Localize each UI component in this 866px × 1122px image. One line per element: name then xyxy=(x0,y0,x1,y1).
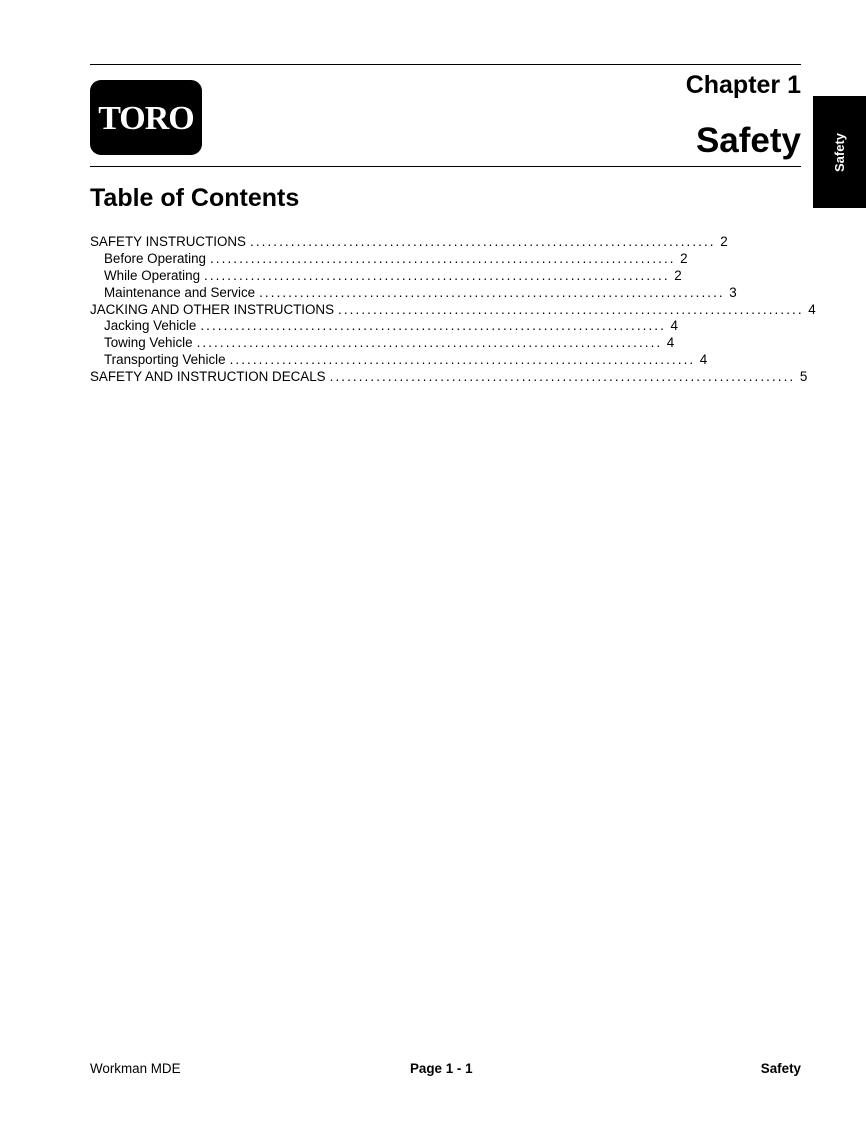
toc-entry-label: SAFETY INSTRUCTIONS xyxy=(90,234,246,249)
toc-dot-leader: ................................................................................ xyxy=(250,234,716,249)
toc-dot-leader: ................................................................................ xyxy=(204,267,670,283)
footer-product-name: Workman MDE xyxy=(90,1061,181,1076)
toc-entry[interactable] xyxy=(90,267,682,285)
footer-page-number: Page 1 - 1 xyxy=(410,1061,473,1076)
toc-dot-leader: ................................................................................ xyxy=(200,318,666,334)
toc-entry[interactable] xyxy=(90,318,678,335)
toc-entry[interactable] xyxy=(90,369,808,386)
toc-entry[interactable] xyxy=(90,335,675,352)
toc-entry[interactable] xyxy=(90,234,728,251)
toc-entry-label: Transporting Vehicle xyxy=(104,352,226,368)
section-side-tab xyxy=(813,96,866,208)
side-tab-label: Safety xyxy=(832,132,847,172)
chapter-label: Chapter 1 xyxy=(685,71,801,99)
toc-entry-label: While Operating xyxy=(104,267,201,283)
toc-heading: Table of Contents xyxy=(90,184,300,212)
toc-entry-page: 3 xyxy=(729,284,737,300)
toc-dot-leader: ................................................................................ xyxy=(196,335,663,351)
toc-entry-label: Maintenance and Service xyxy=(104,284,256,300)
toc-dot-leader: ................................................................................ xyxy=(209,250,676,266)
toc-entry-page: 4 xyxy=(699,352,708,368)
toc-entry-page: 4 xyxy=(666,335,675,351)
logo-text: TORO xyxy=(98,99,194,137)
toc-entry-label: Before Operating xyxy=(104,250,206,266)
toc-entry-label: Jacking Vehicle xyxy=(104,318,197,334)
toc-entry[interactable] xyxy=(90,284,737,302)
toc-entry-page: 2 xyxy=(720,234,728,249)
toc-entry[interactable] xyxy=(90,301,816,319)
toc-entry[interactable] xyxy=(90,250,688,268)
toc-entry-page: 2 xyxy=(674,267,682,283)
toc-entry-page: 4 xyxy=(670,318,678,334)
toc-dot-leader: ................................................................................ xyxy=(259,284,725,300)
toc-entry-label: Towing Vehicle xyxy=(104,335,193,351)
toc-dot-leader: ................................................................................ xyxy=(338,301,804,317)
toc-entry[interactable] xyxy=(90,352,708,369)
table-of-contents xyxy=(90,234,816,386)
toc-dot-leader: ................................................................................ xyxy=(229,352,696,368)
toc-entry-page: 5 xyxy=(799,369,808,385)
toc-dot-leader: ................................................................................ xyxy=(329,369,796,385)
footer-section-name: Safety xyxy=(760,1061,801,1076)
header-top-rule xyxy=(90,64,801,65)
toc-entry-page: 2 xyxy=(680,250,688,266)
toc-entry-label: JACKING AND OTHER INSTRUCTIONS xyxy=(90,301,335,317)
header-bottom-rule xyxy=(90,166,801,167)
chapter-title: Safety xyxy=(695,121,801,160)
toc-entry-page: 4 xyxy=(808,301,816,317)
toc-entry-label: SAFETY AND INSTRUCTION DECALS xyxy=(90,369,326,385)
toro-logo xyxy=(90,80,202,155)
